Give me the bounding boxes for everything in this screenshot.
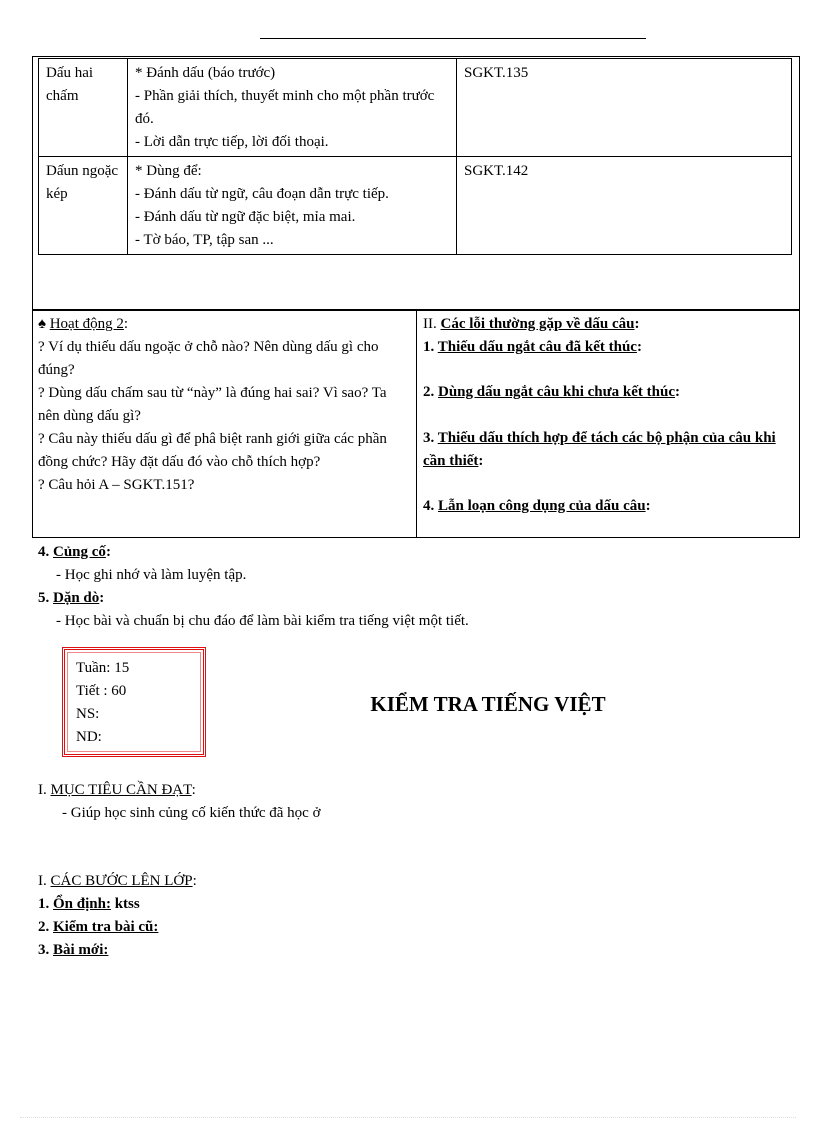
table-row [39, 157, 792, 255]
question: ? Dùng dấu chấm sau từ “này” là đúng hai sai? Vì sao? Ta nên dùng dấu gì? [38, 385, 387, 424]
section-number: I. [38, 782, 47, 798]
reference-cell [457, 157, 792, 255]
error-item [423, 427, 795, 473]
activity-table [32, 310, 800, 538]
error-text: Thiếu dấu thích hợp để tách các bộ phận của câu khi cần thiết [423, 430, 776, 469]
step-detail: ktss [110, 896, 140, 912]
error-text: Dùng dấu ngắt câu khi chưa kết thúc [438, 384, 675, 400]
usage-cell [128, 59, 457, 157]
colon: : [634, 316, 640, 332]
item-number: 3. [38, 942, 50, 958]
question: ? Câu này thiếu dấu gì để phâ biệt ranh giới giữa các phần đồng chức? Hãy đặt dấu đó vào chỗ thích hợp? [38, 431, 387, 470]
usage-line: - Đánh dấu từ ngữ, câu đoạn dẫn trực tiếp. [135, 186, 389, 202]
colon: : [636, 339, 642, 355]
nd-label: ND: [76, 729, 102, 745]
objectives-title: MỤC TIÊU CẦN ĐẠT [50, 782, 192, 798]
usage-line: * Đánh dấu (báo trước) [135, 65, 276, 81]
column-divider [416, 311, 417, 537]
consolidate-heading [38, 541, 111, 564]
punctuation-table [38, 58, 792, 255]
question: ? Câu hỏi A – SGKT.151? [38, 477, 195, 493]
usage-line: - Phần giải thích, thuyết minh cho một phần trước đó. [135, 88, 435, 127]
colon: : [645, 498, 651, 514]
homework-title: Dặn dò [53, 590, 100, 606]
table-row [39, 59, 792, 157]
week-label: Tuần: 15 [76, 660, 130, 676]
error-text: Thiếu dấu ngắt câu đã kết thúc [437, 339, 637, 355]
question: ? Ví dụ thiếu dấu ngoặc ở chỗ nào? Nên dùng dấu gì cho đúng? [38, 339, 379, 378]
lesson-title: KIỂM TRA TIẾNG VIỆT [370, 692, 606, 716]
step-label: Ổn định: [53, 896, 111, 912]
item-number: 1. [38, 896, 50, 912]
item-number: 2. [38, 919, 50, 935]
usage-line: - Lời dẫn trực tiếp, lời đối thoại. [135, 134, 329, 150]
consolidate-title: Củng cố [53, 544, 106, 560]
colon: : [674, 384, 680, 400]
colon: : [192, 873, 197, 889]
usage-line: * Dùng để: [135, 163, 202, 179]
usage-line: - Đánh dấu từ ngữ đặc biệt, mỉa mai. [135, 209, 356, 225]
item-number: 2. [423, 384, 435, 400]
error-item [423, 495, 795, 518]
step-item [38, 916, 158, 939]
errors-title: Các lỗi thường gặp về dấu câu [440, 316, 635, 332]
header-rule [260, 38, 646, 39]
steps-title: CÁC BƯỚC LÊN LỚP [50, 873, 193, 889]
activity-heading [38, 313, 410, 336]
spade-icon: ♠ [38, 316, 46, 332]
homework-heading [38, 587, 104, 610]
steps-heading [38, 870, 197, 893]
item-number: 1. [423, 339, 435, 355]
objectives-heading [38, 779, 196, 802]
mark-name-cell [39, 157, 128, 255]
item-number: 3. [423, 430, 435, 446]
usage-line: - Tờ báo, TP, tập san ... [135, 232, 274, 248]
mark-name: Dấu hai chấm [46, 65, 94, 104]
activity-questions [38, 313, 410, 497]
ns-label: NS: [76, 706, 100, 722]
mark-name: Dấun ngoặc kép [46, 163, 119, 202]
section-number: 5. [38, 590, 50, 606]
colon: : [123, 316, 129, 332]
error-item [423, 336, 795, 359]
step-label: Bài mới: [53, 942, 109, 958]
activity-title: Hoạt động 2 [49, 316, 124, 332]
error-text: Lẫn loạn công dụng của dấu câu [438, 498, 646, 514]
step-item [38, 939, 108, 962]
section-number: I. [38, 873, 47, 889]
section-number: 4. [38, 544, 50, 560]
section-number: II. [423, 316, 437, 332]
colon: : [99, 590, 105, 606]
usage-cell [128, 157, 457, 255]
colon: : [105, 544, 111, 560]
item-number: 4. [423, 498, 435, 514]
mark-name-cell [39, 59, 128, 157]
homework-item: - Học bài và chuẩn bị chu đáo để làm bài kiểm tra tiếng việt một tiết. [56, 613, 469, 629]
period-label: Tiết : 60 [76, 683, 127, 699]
reference: SGKT.142 [464, 163, 529, 179]
step-item [38, 893, 140, 916]
lesson-info-box [62, 647, 206, 757]
objectives-item: - Giúp học sinh củng cố kiến thức đã học ở [62, 805, 321, 821]
reference: SGKT.135 [464, 65, 529, 81]
step-label: Kiểm tra bài cũ: [53, 919, 159, 935]
colon: : [478, 453, 484, 469]
reference-cell [457, 59, 792, 157]
colon: : [191, 782, 196, 798]
consolidate-item: - Học ghi nhớ và làm luyện tập. [56, 567, 247, 583]
errors-heading [423, 313, 795, 336]
error-item [423, 381, 795, 404]
footer-rule [20, 1117, 796, 1118]
common-errors [423, 313, 795, 518]
